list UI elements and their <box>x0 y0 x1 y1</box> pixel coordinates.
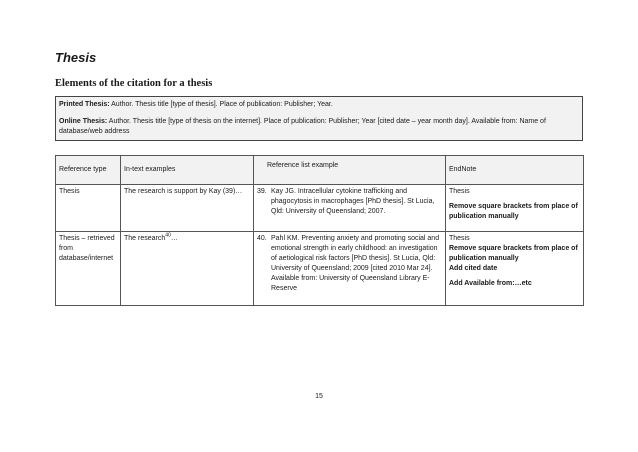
table-header-row <box>56 156 584 185</box>
reference-examples-table <box>55 155 584 306</box>
row-reference-list-example <box>254 232 446 306</box>
online-thesis-format <box>59 117 579 137</box>
reference-text: Kay JG. Intracellular cytokine trafficking and phagocytosis in macrophages [PhD thesis]. St Lucia, Qld: University of Queensland; 2007. <box>271 188 435 215</box>
header-reference-type: Reference type <box>56 156 121 185</box>
row-endnote-notes <box>446 232 584 306</box>
page-number: 15 <box>315 393 323 400</box>
reference-number: 39. <box>257 188 267 195</box>
section-heading: Thesis <box>55 50 97 65</box>
row-reference-type: Thesis – retrieved from database/internet <box>56 232 121 306</box>
citation-elements-heading: Elements of the citation for a thesis <box>55 78 213 89</box>
header-reference-list <box>254 156 446 185</box>
printed-thesis-label: Printed Thesis: <box>59 101 110 108</box>
row-endnote-notes <box>446 185 584 232</box>
citation-superscript: 40 <box>165 232 171 239</box>
printed-thesis-text: Author. Thesis title [type of thesis]. Place of publication: Publisher; Year. <box>109 101 333 108</box>
row-intext-example: The research is support by Kay (39)… <box>121 185 254 232</box>
row-reference-list-example <box>254 185 446 232</box>
header-intext: In-text examples <box>121 156 254 185</box>
citation-format-box <box>55 96 583 141</box>
online-thesis-text: Author. Thesis title [type of thesis on the internet]. Place of publication: Publisher; Year [cited date – year month day]. Available from: Name of database/web address <box>59 118 546 135</box>
reference-text: Pahl KM. Preventing anxiety and promoting social and emotional strength in early childhood: an investigation of aetiological risk factors [PhD thesis]. St Lucia, Qld: University of Queensland; 2009 [cited 2010 Mar 24]. Available from: University of Queensland Library E-Reserve <box>271 235 440 292</box>
header-reference-list-label: Reference list example <box>267 162 339 169</box>
reference-number: 40. <box>257 235 267 242</box>
endnote-instruction: Remove square brackets from place of publication manually <box>449 245 578 262</box>
endnote-type: Thesis <box>449 235 470 242</box>
endnote-type: Thesis <box>449 188 470 195</box>
row-reference-type: Thesis <box>56 185 121 232</box>
table-row <box>56 185 584 232</box>
online-thesis-label: Online Thesis: <box>59 118 108 125</box>
table-row <box>56 232 584 306</box>
printed-thesis-format <box>59 100 579 110</box>
endnote-instruction: Remove square brackets from place of publication manually <box>449 203 578 220</box>
row-intext-example: The research$^{40}$… <box>121 232 254 306</box>
endnote-instruction: Add cited date <box>449 265 498 272</box>
header-endnote: EndNote <box>446 156 584 185</box>
endnote-instruction: Add Available from:…etc <box>449 280 532 287</box>
